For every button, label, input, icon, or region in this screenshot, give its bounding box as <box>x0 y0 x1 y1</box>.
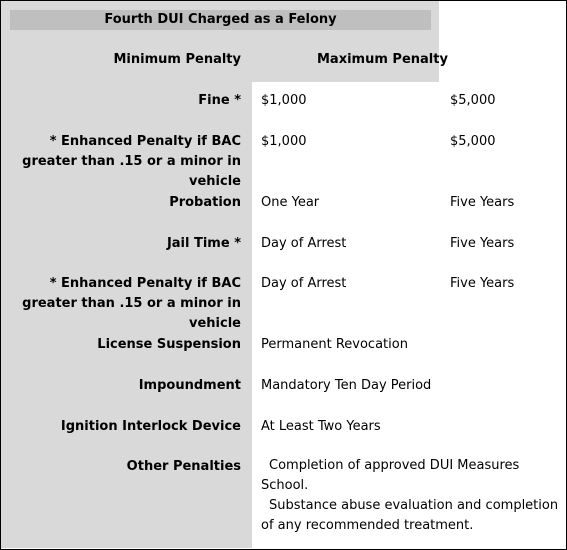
row-label-license-suspension: License Suspension <box>97 337 241 352</box>
probation-maximum: Five Years <box>450 195 515 210</box>
fine-minimum: $1,000 <box>261 93 307 108</box>
probation-minimum: One Year <box>261 195 320 210</box>
table-title: Fourth DUI Charged as a Felony <box>10 10 431 30</box>
ignition-interlock-minimum: At Least Two Years <box>261 419 381 434</box>
other-penalty-item: Substance abuse evaluation and completion of any recommended treatment. <box>261 498 559 533</box>
row-label-enhanced-jail: * Enhanced Penalty if BAC greater than .15 or a minor in vehicle <box>22 276 241 331</box>
row-label-other-penalties: Other Penalties <box>126 459 241 474</box>
jail-time-minimum: Day of Arrest <box>261 236 347 251</box>
row-label-probation: Probation <box>169 195 241 210</box>
row-label-ignition-interlock: Ignition Interlock Device <box>60 419 241 434</box>
impoundment-minimum: Mandatory Ten Day Period <box>261 378 432 393</box>
other-penalty-item: Completion of approved DUI Measures School. <box>261 458 520 493</box>
row-label-impoundment: Impoundment <box>138 378 241 393</box>
frame-top <box>0 0 567 1</box>
fine-maximum: $5,000 <box>450 93 496 108</box>
row-label-jail-time: Jail Time * <box>166 236 241 251</box>
maximum-penalty-header: Maximum Penalty <box>317 52 448 67</box>
enhanced-fine-minimum: $1,000 <box>261 134 307 149</box>
row-label-enhanced-fine: * Enhanced Penalty if BAC greater than .15 or a minor in vehicle <box>22 134 241 189</box>
license-suspension-minimum: Permanent Revocation <box>261 337 408 352</box>
enhanced-jail-minimum: Day of Arrest <box>261 276 347 291</box>
other-penalties-list <box>261 456 561 536</box>
jail-time-maximum: Five Years <box>450 236 515 251</box>
row-label-fine: Fine * <box>198 93 241 108</box>
enhanced-jail-maximum: Five Years <box>450 276 515 291</box>
minimum-penalty-header: Minimum Penalty <box>113 52 241 67</box>
enhanced-fine-maximum: $5,000 <box>450 134 496 149</box>
